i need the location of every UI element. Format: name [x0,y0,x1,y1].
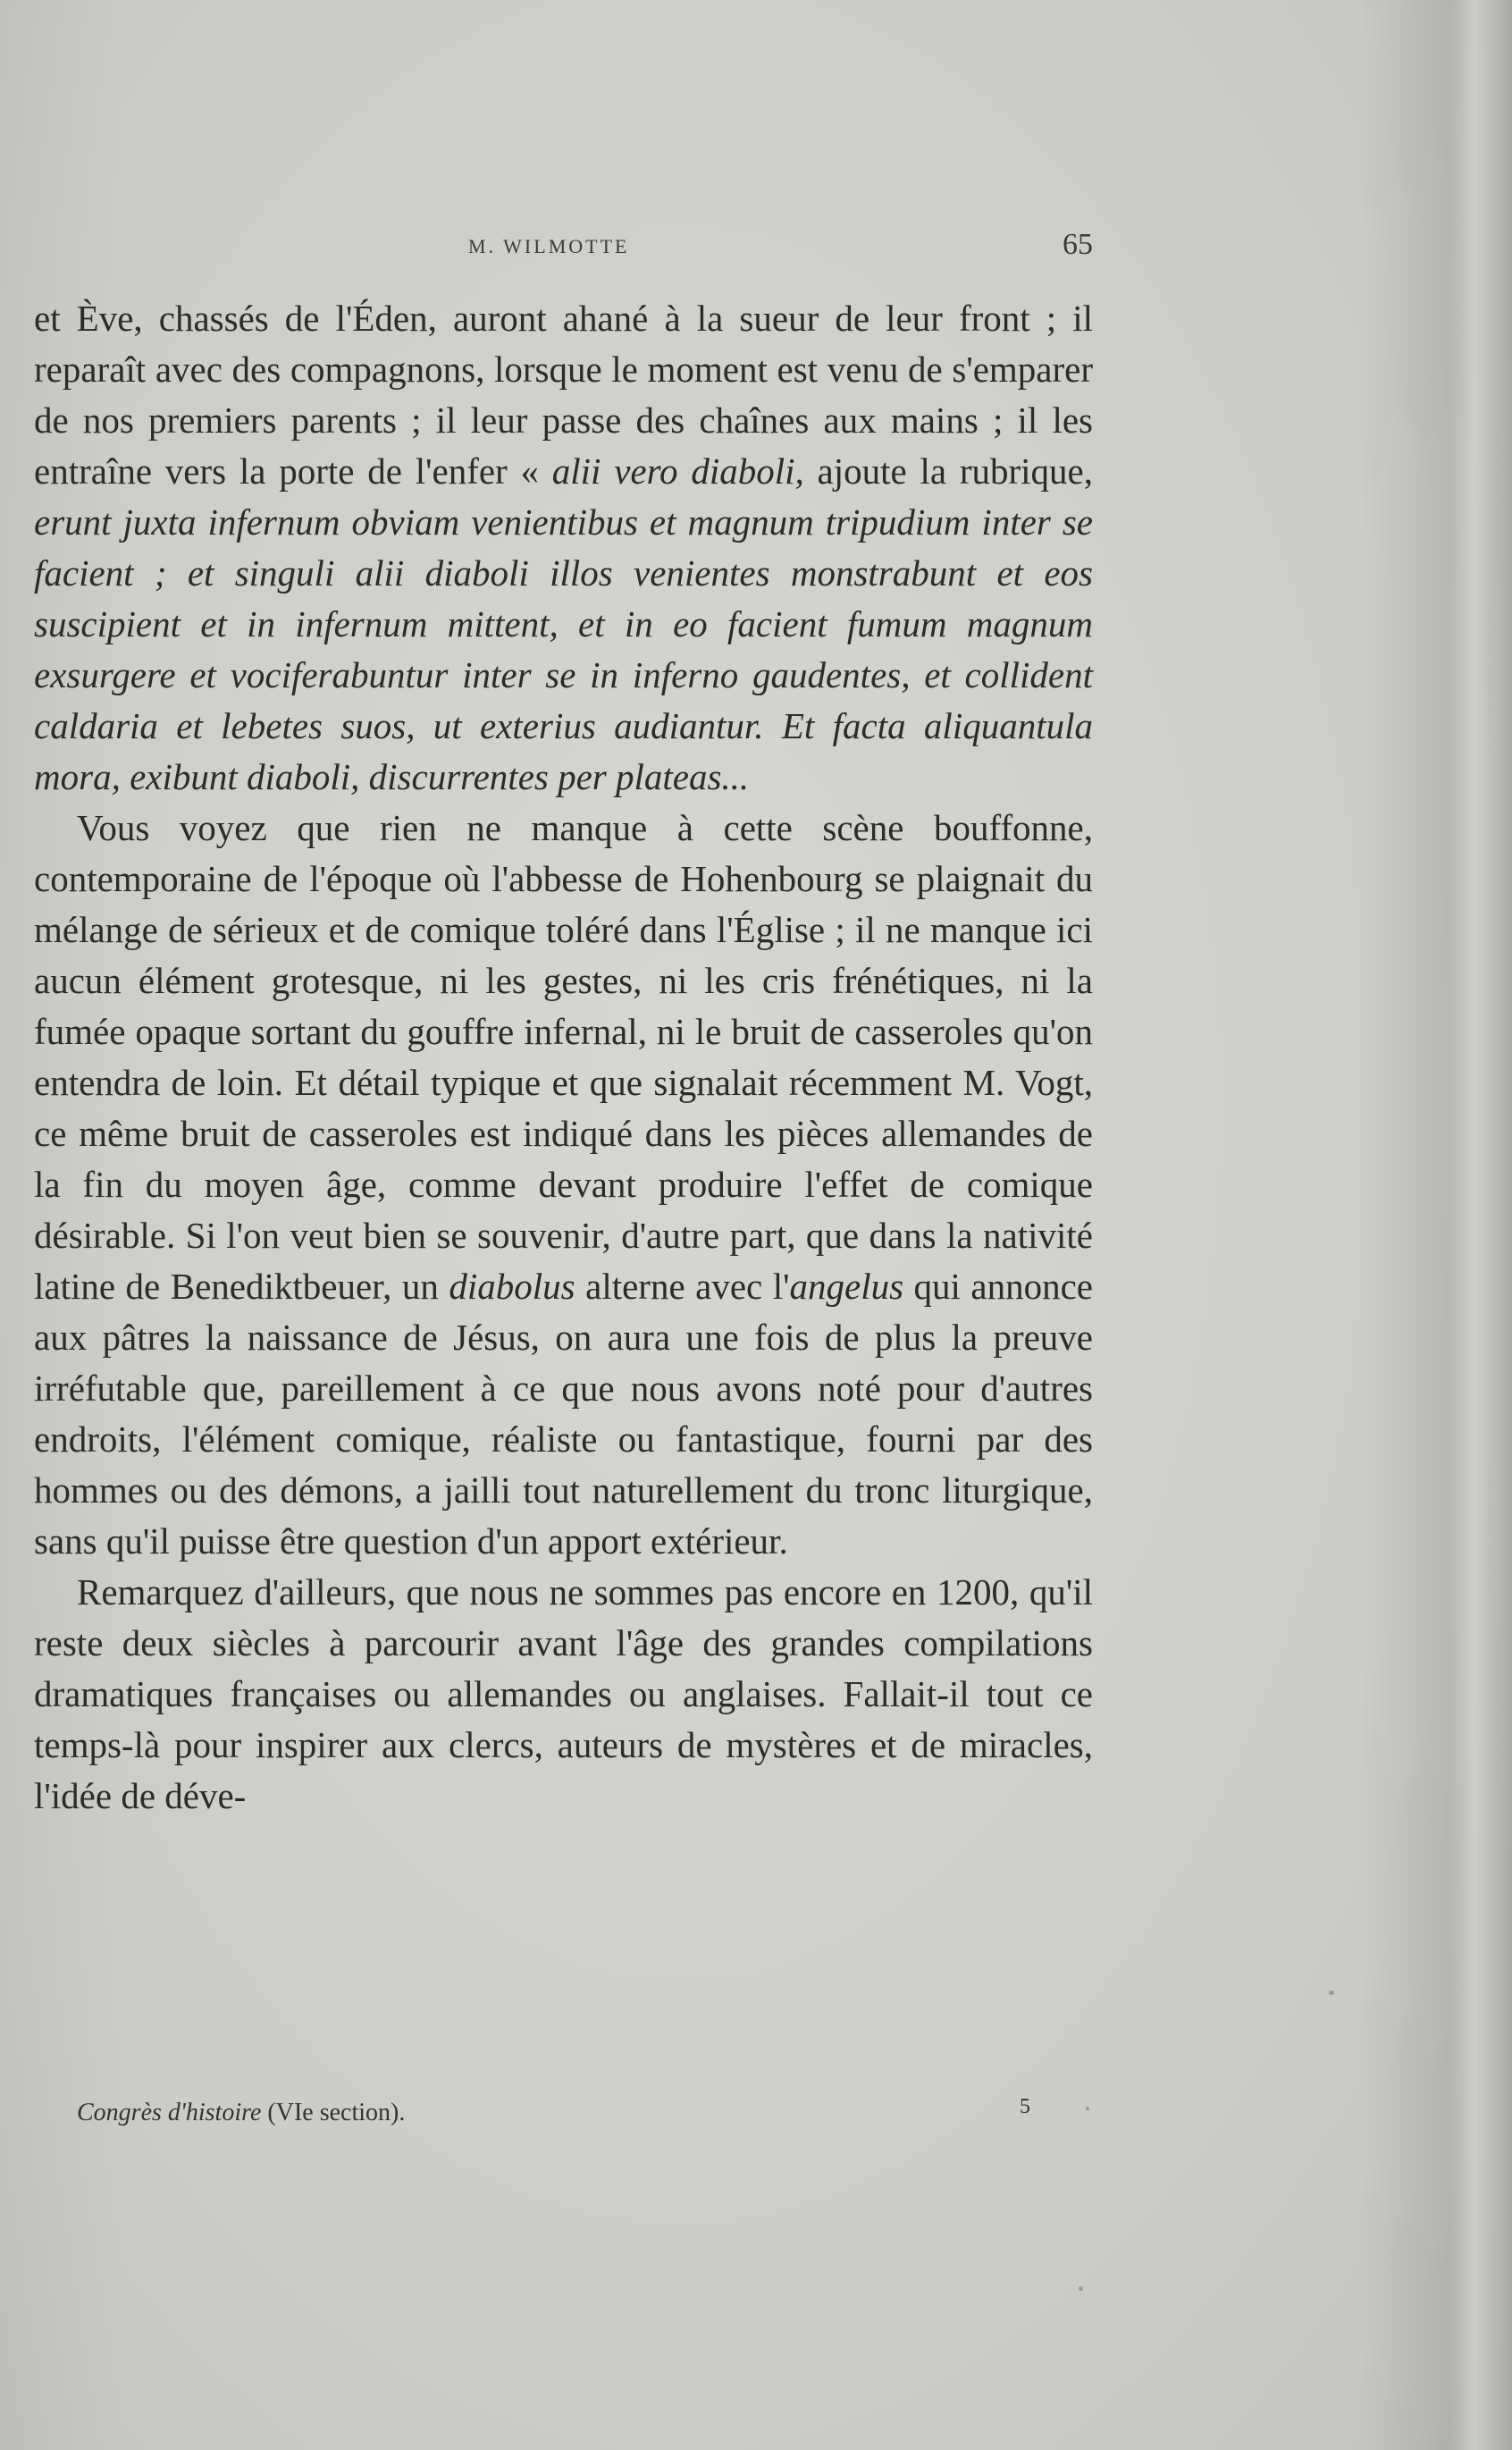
page-number: 65 [1063,228,1093,261]
paragraph-2-text-a: Vous voyez que rien ne manque à cette scène bouffonne, contemporaine de l'époque où l'abbesse de Hohenbourg se plaignait du mélange de sérieux et de comique toléré dans l'Église ; il ne manque ici aucun élément grotesque, ni les gestes, ni les cris frénétiques, ni la fumée opaque sortant du gouffre infernal, ni le bruit de casseroles qu'on entendra de loin. Et détail typique et que signalait récemment M. Vogt, ce même bruit de casseroles est indiqué dans les pièces allemandes de la fin du moyen âge, comme devant produire l'effet de comique désirable. Si l'on veut bien se souvenir, d'autre part, que dans la nativité latine de Benediktbeuer, un [34,807,1093,1307]
paragraph-1-text-b: ajoute la rubrique, [803,450,1093,492]
paragraph-1 [34,293,1093,803]
footer-note [77,2099,405,2127]
page-header [34,228,1093,273]
signature-mark: 5 [1020,2095,1030,2118]
latin-term-angelus: angelus [789,1266,904,1307]
latin-quote-b: erunt juxta infernum obviam venientibus et magnum tripudium inter se facient ; et singuli alii diaboli illos venientes monstrabunt et eos suscipient et in infernum mittent, et in eo facient fumum magnum exsurgere et vociferabuntur inter se in inferno gaudentes, et collident caldaria et lebetes suos, ut exterius audiantur. Et facta aliquantula mora, exibunt diaboli, discurrentes per plateas... [34,501,1093,797]
footer-note-rest: (VIe section). [261,2099,406,2126]
latin-term-diabolus: diabolus [449,1266,575,1307]
paragraph-2-text-c: qui annonce aux pâtres la naissance de Jésus, on aura une fois de plus la preuve irréfutable que, pareillement à ce que nous avons noté pour d'autres endroits, l'élément comique, réaliste ou fantastique, fourni par des hommes ou des démons, a jailli tout naturellement du tronc liturgique, sans qu'il puisse être question d'un apport extérieur. [34,1266,1093,1562]
paper-speck [1329,1991,1334,1995]
latin-quote-a: alii vero diaboli, [551,450,804,492]
paper-speck [1079,2286,1083,2291]
page-footer [34,2095,1093,2143]
running-head: M. WILMOTTE [468,235,630,257]
page-spine-shadow [1449,0,1512,2450]
paragraph-3: Remarquez d'ailleurs, que nous ne sommes pas encore en 1200, qu'il reste deux siècles à parcourir avant l'âge des grandes compilations dramatiques françaises ou allemandes ou anglaises. Fallait-il tout ce temps-là pour inspirer aux clercs, auteurs de mystères et de miracles, l'idée de déve- [34,1571,1093,1816]
footer-note-italic: Congrès d'histoire [77,2099,262,2126]
paragraph-2 [34,803,1093,1567]
paragraph-1-text-a: et Ève, chassés de l'Éden, auront ahané à la sueur de leur front ; il reparaît avec des compagnons, lorsque le moment est venu de s'emparer de nos premiers parents ; il leur passe des chaînes aux mains ; il les entraîne vers la porte de l'enfer « [34,298,1093,492]
paragraph-2-text-b: alterne avec l' [575,1266,790,1307]
paper-speck [1086,2107,1089,2110]
body-text [34,293,1093,1822]
